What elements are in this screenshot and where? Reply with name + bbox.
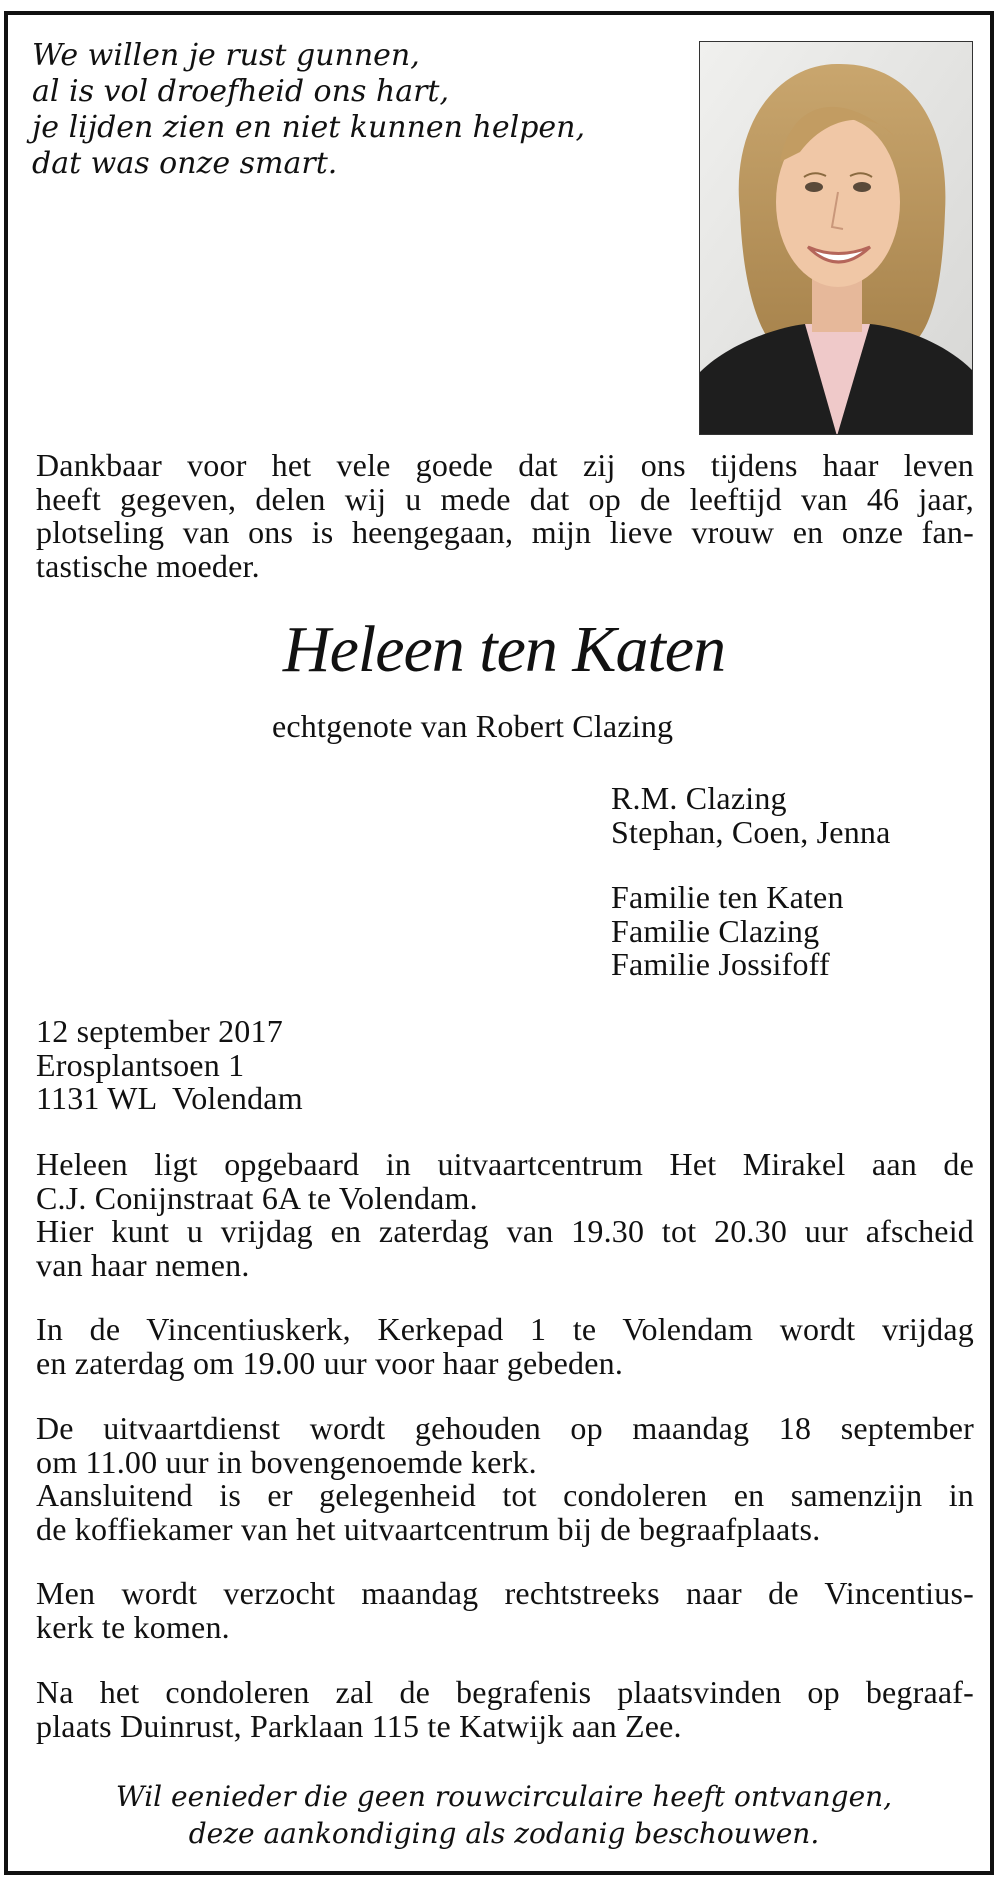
family-line: Stephan, Coen, Jenna xyxy=(611,813,891,850)
paragraph-line: plaats Duinrust, Parklaan 115 te Katwijk aan Zee. xyxy=(36,1707,682,1744)
city-line: 1131 WL Volendam xyxy=(36,1080,303,1116)
prayer-paragraph xyxy=(36,1313,974,1380)
closing-note xyxy=(0,1778,1008,1852)
family-group-1 xyxy=(611,782,891,849)
poem-line: je lijden zien en niet kunnen helpen, xyxy=(32,110,586,145)
family-line: R.M. Clazing xyxy=(611,780,787,816)
paragraph-line: In de Vincentiuskerk, Kerkepad 1 te Volendam wordt vrijdag xyxy=(36,1311,974,1347)
deceased-name: Heleen ten Katen xyxy=(282,613,726,686)
intro-line: Dankbaar voor het vele goede dat zij ons tijdens haar leven xyxy=(36,447,974,483)
intro-line: tastische moeder. xyxy=(36,547,260,584)
paragraph-line: van haar nemen. xyxy=(36,1246,250,1283)
poem xyxy=(32,38,585,182)
intro-line: heeft gegeven, delen wij u mede dat op de leeftijd van 46 jaar, xyxy=(36,480,974,517)
paragraph-line: Heleen ligt opgebaard in uitvaartcentrum Het Mirakel aan de xyxy=(36,1146,974,1182)
poem-line: We willen je rust gunnen, xyxy=(32,38,420,73)
paragraph-line: C.J. Conijnstraat 6A te Volendam. xyxy=(36,1179,478,1216)
paragraph-line: om 11.00 uur in bovengenoemde kerk. xyxy=(36,1443,537,1480)
paragraph-line: Men wordt verzocht maandag rechtstreeks naar de Vincentius- xyxy=(36,1575,974,1611)
poem-line: al is vol droefheid ons hart, xyxy=(32,74,450,109)
intro-paragraph xyxy=(36,449,974,583)
portrait-photo xyxy=(699,41,973,435)
paragraph-line: De uitvaartdienst wordt gehouden op maandag 18 september xyxy=(36,1410,974,1446)
poem-line: dat was onze smart. xyxy=(32,146,338,181)
family-group-2 xyxy=(611,881,844,982)
family-line: Familie Jossifoff xyxy=(611,946,830,982)
burial-paragraph xyxy=(36,1676,974,1743)
street-line: Erosplantsoen 1 xyxy=(36,1046,245,1083)
paragraph-line: Hier kunt u vrijdag en zaterdag van 19.30 tot 20.30 uur afscheid xyxy=(36,1213,974,1249)
request-paragraph xyxy=(36,1577,974,1644)
date-line: 12 september 2017 xyxy=(36,1013,283,1049)
paragraph-line: en zaterdag om 19.00 uur voor haar gebeden. xyxy=(36,1344,624,1381)
paragraph-line: Na het condoleren zal de begrafenis plaatsvinden op begraaf- xyxy=(36,1674,974,1710)
closing-line: Wil eenieder die geen rouwcirculaire heeft ontvangen, xyxy=(115,1780,893,1813)
spouse-line: echtgenote van Robert Clazing xyxy=(272,708,674,744)
intro-line: plotseling van ons is heengegaan, mijn lieve vrouw en onze fan- xyxy=(36,514,974,550)
family-line: Familie ten Katen xyxy=(611,879,844,915)
service-paragraph xyxy=(36,1412,974,1546)
paragraph-line: kerk te komen. xyxy=(36,1608,230,1645)
viewing-paragraph xyxy=(36,1148,974,1282)
address-block xyxy=(36,1015,303,1116)
paragraph-line: de koffiekamer van het uitvaartcentrum bij de begraafplaats. xyxy=(36,1510,821,1547)
family-line: Familie Clazing xyxy=(611,912,820,949)
paragraph-line: Aansluitend is er gelegenheid tot condoleren en samenzijn in xyxy=(36,1477,974,1513)
closing-line: deze aankondiging als zodanig beschouwen. xyxy=(188,1817,820,1850)
